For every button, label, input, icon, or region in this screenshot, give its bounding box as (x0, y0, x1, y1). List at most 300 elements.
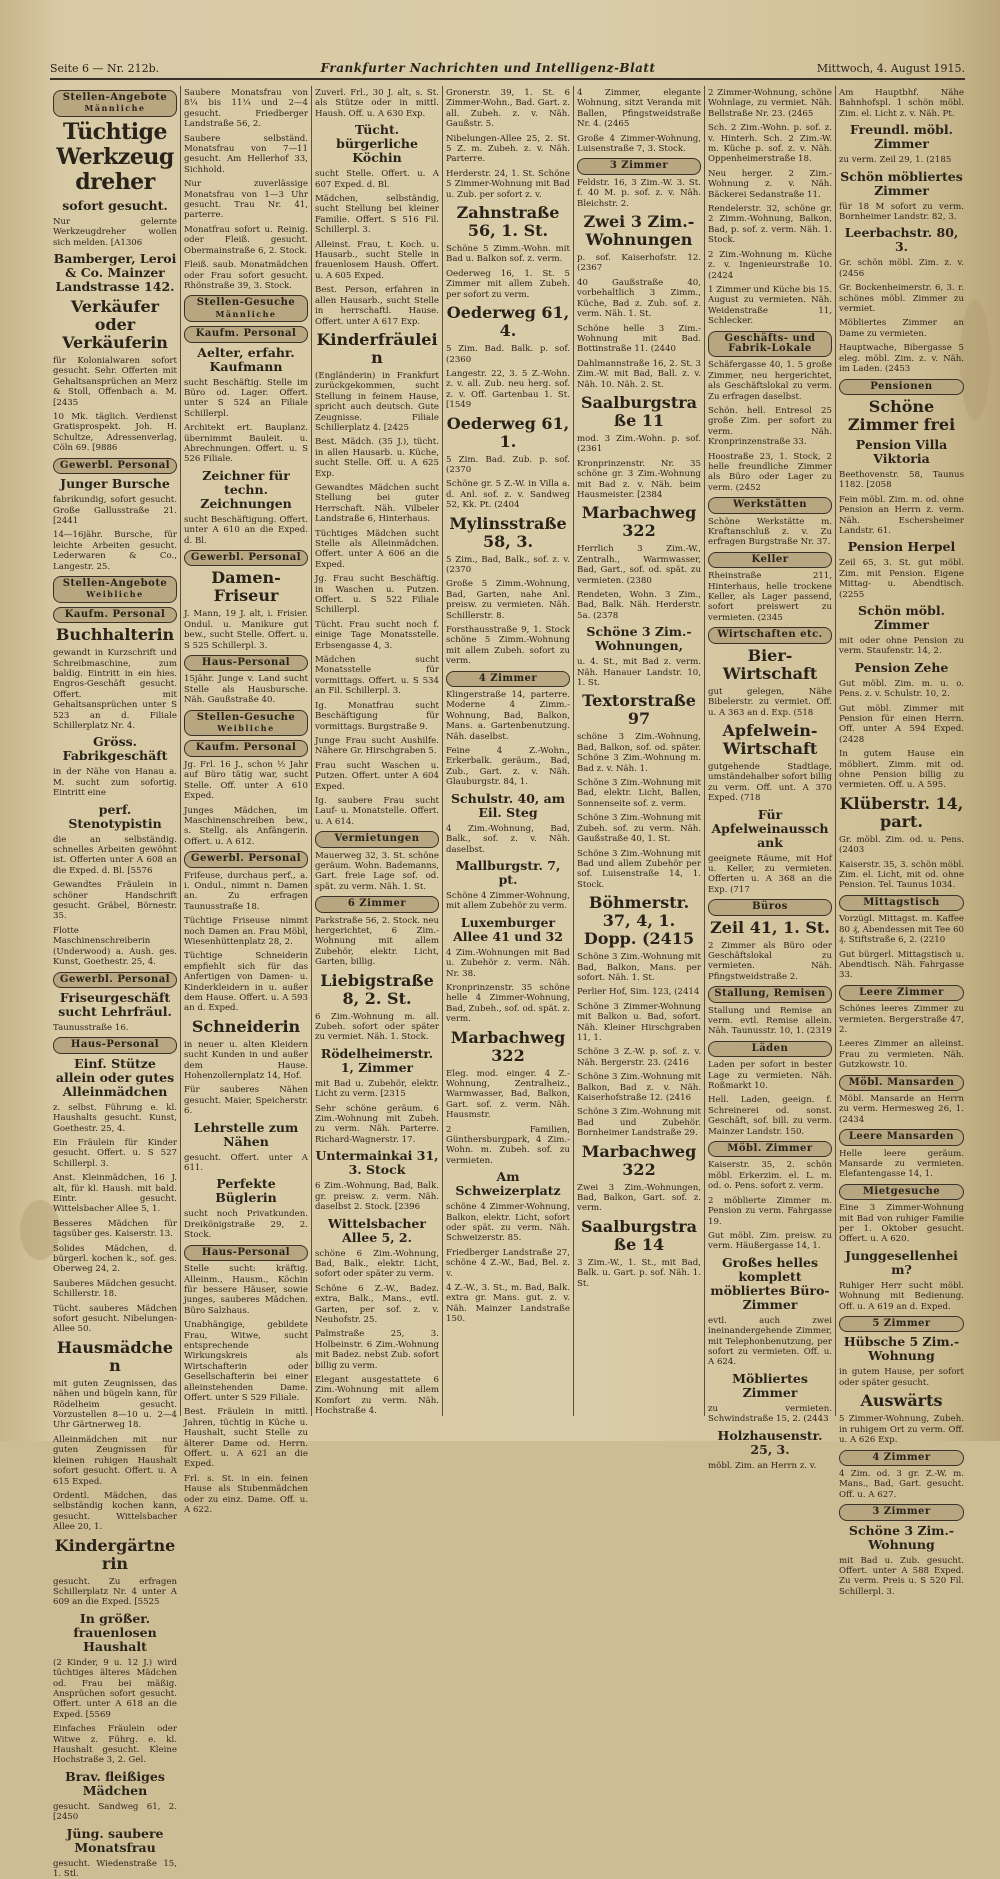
ad-body: Saubere selbständ. Monatsfrau von 7—11 gesucht. Am Hellerhof 33, Sichhold. (184, 133, 308, 175)
ad-text (577, 1072, 701, 1103)
ad-text (839, 202, 964, 223)
ad-body: Best. Mädch. (35 J.), tücht. in allen Hausarb. u. Küche, sucht Stelle. Off. u. A 625 Exp. (315, 437, 439, 479)
ad-body: Flotte Maschinenschreiberin (Underwood) a. Aush. ges. Kunst, Goethestr. 25, 4. (53, 925, 177, 968)
ad-text (839, 495, 964, 537)
section-heading (708, 627, 832, 643)
ad-text (708, 169, 832, 200)
ad-body: Gut möbl. Zim. m. u. o. Pens. z. v. Schulstr. 10, 2. (839, 678, 964, 700)
ad-text (315, 1284, 439, 1326)
ad-body: fabrikundig, sofort gesucht. Große Gallusstraße 21. [2441 (53, 495, 177, 526)
ad-text (446, 134, 570, 165)
ad-headline (53, 477, 177, 491)
ad-body: Tüchtige Schneiderin empfiehlt sich für das Anfertigen von Damen- u. Kinderkleidern in u. außer dem Hause. Offert. u. A 593 an d. Exped. (184, 951, 308, 1014)
ad-headline (315, 1149, 439, 1177)
ad-title: Pension Zehe (854, 659, 949, 675)
ad-body: in gutem Hause, per sofort oder später gesucht. (839, 1367, 964, 1388)
ad-body: schöne 6 Zim.-Wohnung, Bad, Balk., elektr. Licht, sofort oder später zu verm. (315, 1248, 439, 1280)
section-heading (708, 986, 832, 1002)
section-heading (315, 896, 439, 912)
section-heading (708, 552, 832, 568)
ad-body: Tüchtiges Mädchen sucht Stelle als Alleinmädchen. Offert. unter A 606 an die Exped. (315, 528, 439, 570)
ad-body: Langestr. 22, 3. 5 Z.-Wohn. z. v. all. Zub. neu herg. sof. z. v. Off. Gartenbau 1. St. [1549 (446, 368, 570, 411)
ad-body: gewandt in Kurzschrift und Schreibmaschine, zum baldig. Eintritt in ein hies. Engros-Geschäft gesucht. Offert. mit Gehaltsansprüchen unter S 523 an d. Filiale Schillerplatz Nr. 4. (53, 648, 177, 731)
ad-body: Nur zuverlässige Monatsfrau von 1—3 Uhr gesucht. Trau Nr. 41, parterre. (184, 179, 308, 221)
ad-body: Nibelungen-Allee 25, 2. St. 5 Z. m. Zubeh. z. v. Näh. Parterre. (446, 133, 570, 165)
ad-headline (315, 331, 439, 367)
ad-body: Perlier Hof, Sim. 123, (2414 (577, 987, 700, 998)
ad-text (708, 854, 832, 896)
ad-text (53, 648, 177, 731)
ad-body: Schöne 3 Zim.-Wohnung mit Bad, elektr. Licht, Ballen, Sonnenseite sof. z. verm. (577, 778, 701, 809)
ad-body: Große 4 Zimmer-Wohnung, Luisenstraße 7, 3. Stock. (577, 133, 701, 155)
ad-body: Frl. s. St. in ein. feinen Hause als Stubenmädchen oder zu einz. Dame. Off. u. A 622. (184, 1473, 308, 1516)
ad-title: Tücht. bürgerliche Köchin (336, 122, 418, 166)
ad-body: gesucht. Sandweg 61, 2. [2450 (53, 1801, 177, 1823)
ad-body: Alleinmädchen mit nur guten Zeugnissen für kleinen ruhigen Haushalt sofort gesucht. Offert. u. A 615 Exped. (53, 1434, 177, 1487)
section-heading (839, 1504, 964, 1520)
ad-body: 2 Zimmer als Büro oder Geschäftslokal zu vermieten. Näh. Pfingstweidstraße 2. (708, 940, 832, 982)
ad-text (577, 778, 701, 809)
ad-text (577, 434, 701, 455)
ad-text (446, 579, 570, 621)
ad-text (446, 1125, 570, 1167)
ad-text (53, 1802, 177, 1823)
ad-headline (708, 808, 832, 850)
ad-body: Stelle sucht: kräftig. Alleinm., Hausm., Köchin für bessere Häuser, sowie junges, sauberes Mädchen. Büro Salzhaus. (184, 1264, 308, 1316)
ad-body: Schöne 3 Zimmer-Wohnung mit Balkon u. Bad, sofort. Näh. Kleiner Hirschgraben 11, 1. (577, 1001, 701, 1043)
ad-body: Hoostraße 23, 1. Stock, 2 helle freundliche Zimmer als Büro oder Lager zu verm. (2452 (708, 451, 832, 493)
ad-body: Laden per sofort in bester Lage zu vermieten. Näh. Roßmarkt 10. (708, 1060, 832, 1092)
section-heading (839, 1316, 964, 1332)
ad-body: Eleg. mod. einger. 4 Z.-Wohnung, Zentralheiz., Warmwasser, Bad, Balkon, Gart. sof. z. verm. Näh. Hausmstr. (446, 1068, 570, 1121)
ad-text (577, 278, 701, 320)
ad-text (839, 1094, 964, 1125)
ad-text (577, 657, 701, 688)
ad-body: zu verm. Zeil 29, 1. (2185 (839, 155, 952, 166)
ad-body: Rendeten, Wohn. 3 Zim., Bad, Balk. Näh. Herderstr. 5a. (2378 (577, 590, 701, 621)
column-3 (312, 86, 443, 1416)
section-heading (53, 90, 177, 117)
ad-text (53, 1138, 177, 1169)
ad-headline (184, 1018, 308, 1036)
section-heading (53, 458, 177, 474)
ad-body: 4 Zimmer, elegante Wohnung, sitzt Veranda mit Ballen, Pfingstweidstraße Nr. 4. (2465 (577, 88, 701, 130)
ad-headline (53, 199, 177, 213)
section-title: Möbl. Mansarden (848, 1076, 955, 1088)
ad-text (839, 1469, 964, 1500)
ad-title: Auswärts (860, 1391, 943, 1411)
column-2 (181, 86, 312, 1516)
ad-text (446, 1248, 570, 1279)
section-title: Gewerbl. Personal (190, 552, 302, 563)
ad-text (315, 1181, 439, 1212)
ad-title: Hausmädchen (56, 1337, 174, 1375)
ad-body: z. selbst. Führung e. kl. Haushalts gesucht. Kunst, Goethestr. 25, 4. (53, 1102, 177, 1134)
ad-title: Schneiderin (191, 1016, 301, 1036)
section-title: 3 Zimmer (609, 160, 669, 172)
ad-text (839, 470, 964, 491)
ad-text (708, 1006, 832, 1037)
ad-text (839, 704, 964, 746)
ad-text (315, 529, 439, 571)
ad-headline (839, 1524, 964, 1552)
ad-headline (53, 803, 177, 831)
ad-text (708, 250, 832, 281)
ad-title: Klüberstr. 14, part. (839, 793, 964, 831)
ad-body: Schöne 4 Zimmer-Wohnung, mit allem Zubehör zu verm. (446, 890, 570, 912)
ad-text (184, 1474, 308, 1516)
ad-text (53, 1379, 177, 1431)
ad-text (446, 1069, 570, 1121)
ad-headline (708, 1429, 832, 1457)
ad-text (315, 1079, 439, 1100)
ad-body: 5 Zimmer-Wohnung, Zubeh. in ruhigem Ort zu verm. Off. u. A 626 Exp. (839, 1414, 964, 1446)
ad-title: Holzhausenstr. 25, 3. (717, 1427, 823, 1457)
ad-text (53, 1244, 177, 1275)
ad-headline (839, 1249, 964, 1277)
section-title: Werkstätten (732, 499, 808, 511)
ad-text (184, 260, 308, 291)
ad-body: Schöne 3 Zim.-Wohnung mit Zubeh. sof. zu verm. Näh. Gaußstraße 40, 1. St. (577, 813, 701, 845)
ad-body: Schöne 3 Zim.-Wohnung mit Bad und allem Zubehör per sof. Luisenstraße 14, 1. Stock. (577, 848, 701, 890)
section-title: 5 Zimmer (872, 1318, 931, 1330)
column-4 (443, 86, 574, 1416)
ad-headline (53, 120, 177, 195)
ad-headline (446, 204, 570, 240)
ad-body: Saubere Monatsfrau von 8¼ bis 11¼ und 2—4 gesucht. Friedberger Landstraße 56, 2. (184, 88, 308, 130)
section-title: Geschäfts- und Fabrik-Lokale (724, 332, 816, 354)
section-heading (53, 1037, 177, 1053)
ad-body: 2 Zim.-Wohnung m. Küche z. v. Ingenieurstraße 10. (2424 (708, 249, 832, 281)
ad-text (839, 1039, 964, 1070)
ad-body: Klingerstraße 14, parterre. Moderne 4 Zimm.-Wohnung, Bad, Balkon, Mans. a. Gartenbenutzung. Näh. daselbst. (446, 690, 570, 742)
ad-title: Oederweg 61, 4. (446, 303, 570, 341)
classified-columns (50, 86, 968, 1879)
ad-body: 2 Zimmer-Wohnung, schöne Wohnlage, zu vermiet. Näh. Bellstraße Nr. 23. (2465 (708, 88, 832, 119)
ad-text (53, 1103, 177, 1134)
ad-body: 1 Zimmer und Küche bis 15. August zu vermieten. Näh. Weidenstraße 11, Schlecker. (708, 284, 832, 327)
ad-text (184, 515, 308, 546)
ad-headline (315, 123, 439, 165)
ad-headline (184, 1177, 308, 1205)
ad-text (577, 1107, 701, 1138)
ad-text (184, 1264, 308, 1316)
ad-text (577, 1002, 701, 1044)
ad-text (839, 1203, 964, 1245)
section-title: Kaufm. Personal (64, 608, 166, 620)
ad-title: Junggesellenheim? (845, 1247, 958, 1277)
ad-headline (577, 1143, 701, 1179)
ad-text (446, 455, 570, 476)
ad-text (53, 356, 177, 408)
ad-body: Jg. Frl. 16 J., schon ½ Jahr auf Büro tätig war, sucht Stelle. Off. unter A 610 Exped. (184, 759, 308, 802)
section-title: Büros (752, 901, 788, 913)
ad-text (315, 1012, 439, 1043)
section-title: Möbl. Zimmer (727, 1143, 813, 1155)
ad-body: Ein Fräulein für Kinder gesucht. Offert. u. S 527 Schillerpl. 3. (53, 1137, 177, 1169)
ad-body: die an selbständig. schnelles Arbeiten gewöhnt ist. Offerten unter A 608 an die Exped. d. Bl. [5576 (53, 834, 177, 876)
ad-text (839, 283, 964, 314)
ad-body: Taunusstraße 16. (53, 1022, 129, 1033)
section-title: Wirtschaften etc. (717, 629, 823, 641)
ad-body: Tücht. sauberes Mädchen sofort gesucht. Nibelungen-Allee 50. (53, 1303, 177, 1335)
ad-headline (53, 252, 177, 294)
ad-text (708, 1316, 832, 1368)
ad-body: 2 möblierte Zimmer m. Pension zu verm. Fahrgasse 19. (708, 1195, 832, 1227)
ad-title: Saalburgstraße 14 (581, 1216, 697, 1254)
section-heading (53, 607, 177, 623)
ad-text (53, 1724, 177, 1766)
ad-title: Buchhalterin (55, 625, 175, 645)
issue-date: Mittwoch, 4. August 1915. (816, 61, 965, 75)
section-heading (708, 331, 832, 358)
ad-body: Gut möbl. Zimmer mit Pension für einen Herrn. Off. unter A 594 Exped. (2428 (839, 703, 964, 745)
ad-body: Best. Person, erfahren in allen Hausarb., sucht Stelle in herrschaftl. Hause. Offert. unter A 617 Exp. (315, 285, 439, 327)
ad-text (839, 88, 964, 119)
ad-title: sofort gesucht. (62, 197, 168, 213)
ad-body: Leeres Zimmer an alleinst. Frau zu vermieten. Näh. Gutzkowstr. 10. (839, 1039, 964, 1071)
ad-text (577, 459, 701, 501)
section-heading (708, 899, 832, 915)
ad-text (184, 225, 308, 256)
ad-text (184, 88, 308, 130)
ad-title: Pension Herpel (847, 539, 956, 555)
ad-text (708, 1404, 832, 1425)
ad-text (53, 1435, 177, 1487)
ad-title: Junger Bursche (60, 476, 170, 492)
section-heading (839, 895, 964, 911)
ad-headline (708, 1256, 832, 1312)
ad-body: Schöne 3 Zim.-Wohnung mit Bad und Zubehör. Bornheimer Landstraße 29. (577, 1107, 701, 1139)
ad-body: Anst. Kleinmädchen, 16 J. alt, für kl. Haush. mit bald. Eintr. gesucht. Wittelsbacher Allee 5, 1. (53, 1173, 177, 1215)
ad-headline (839, 123, 964, 151)
ad-text (839, 343, 964, 374)
ad-title: Schöne 3 Zim.-Wohnung (848, 1522, 955, 1552)
ad-body: Einfaches Fräulein oder Witwe z. Führg. e. kl. Haushalt gesucht. Kleine Hochstraße 3, 2. Gel. (53, 1724, 177, 1766)
ad-text (577, 813, 701, 844)
ad-text (53, 835, 177, 877)
ad-text (446, 948, 570, 979)
ad-text (446, 88, 570, 130)
ad-body: Forsthausstraße 9, 1. Stock schöne 5 Zimm.-Wohnung mit allem Zubeh. sofort zu verm. (446, 625, 570, 667)
ad-body: Monatfrau sofort u. Reinig. oder Fleiß. gesucht. Obermainstraße 6, 2. Stock. (184, 224, 308, 256)
section-heading (708, 497, 832, 513)
ad-text (446, 690, 570, 742)
ad-body: Für sauberes Nähen gesucht. Maier, Speicherstr. 6. (184, 1085, 308, 1117)
section-heading (184, 851, 308, 867)
ad-text (446, 746, 570, 788)
ad-text (315, 88, 439, 119)
ad-body: 10 Mk. täglich. Verdienst Gratisprospekt. Joh. H. Schultze, Adressenverlag, Cöln 69. [9886 (53, 412, 177, 454)
ad-text (577, 1258, 701, 1289)
ad-title: Möbliertes Zimmer (732, 1370, 808, 1400)
ad-body: Stallung und Remise an verm. evtl. Remise allein. Näh. Taunusstr. 10, 1. (2319 (708, 1005, 832, 1037)
ad-title: Mallburgstr. 7, pt. (455, 857, 561, 887)
ad-body: Best. Fräulein in mittl. Jahren, tüchtig in Küche u. Haushalt, sucht Stelle zu älterer Dame od. Herrn. Offert. u. A 621 an die Exped. (184, 1407, 308, 1470)
ad-body: Parkstraße 56, 2. Stock. neu hergerichtet, 6 Zim.-Wohnung mit allem Zubehör, elektr. Licht, Garten, billig. (315, 915, 439, 968)
ad-text (708, 571, 832, 623)
ad-text (708, 1095, 832, 1137)
ad-text (708, 762, 832, 804)
ad-text (446, 369, 570, 411)
ad-headline (184, 1121, 308, 1149)
section-heading (184, 295, 308, 322)
ad-headline (839, 226, 964, 254)
ad-text (184, 423, 308, 465)
ad-body: Architekt ert. Bauplanz. übernimmt Bauleit. u. Abrechnungen. Offert. u. S 526 Filiale. (184, 423, 308, 465)
ad-body: Beethovenstr. 58, Taunus 1182. [2058 (839, 469, 964, 491)
ad-title: Liebigstraße 8, 2. St. (320, 970, 434, 1008)
ad-body: Kronprinzenstr. 35 schöne helle 4 Zimmer-Wohnung, Bad, Zubeh., sof. od. spät. z. verm. (446, 982, 570, 1025)
section-title: 3 Zimmer (872, 1506, 931, 1518)
ad-body: Rendelerstr. 32, schöne gr. 2 Zimm.-Wohnung, Balkon, Bad, p. sof. z. verm. Näh. 1. Stock. (708, 204, 832, 246)
ad-title: Saalburgstraße 11 (581, 392, 697, 430)
ad-text (446, 169, 570, 200)
section-title: 4 Zimmer (872, 1451, 931, 1463)
ad-title: Brav. fleißiges Mädchen (65, 1768, 165, 1798)
ad-headline (577, 213, 701, 249)
ad-body: 4 Zim.-Wohnungen mit Bad u. Zubehör z. verm. Näh. Nr. 38. (446, 947, 570, 979)
ad-title: Gröss. Fabrikgeschäft (62, 734, 168, 764)
ad-text (577, 987, 701, 997)
ad-body: 40 Gaußstraße 40, vorbehaltlich 3 Zimm., Küche, Bad z. Zub. sof. z. verm. Näh. 1. St. (577, 277, 701, 320)
ad-headline (53, 1827, 177, 1855)
ad-title: Verkäufer oder Verkäuferin (62, 297, 168, 353)
ad-headline (577, 504, 701, 540)
ad-headline (446, 515, 570, 551)
ad-body: Gr. schön möbl. Zim. z. v. (2456 (839, 258, 964, 279)
ad-text (839, 1367, 964, 1388)
ad-text (446, 269, 570, 300)
ad-body: sucht Stelle. Offert. u. A 607 Exped. d. Bl. (315, 169, 439, 190)
ad-title: Marbachweg 322 (581, 503, 697, 541)
ad-text (839, 636, 964, 657)
ad-title: Schön möbliertes Zimmer (840, 168, 963, 198)
ad-body: Möbl. Mansarde an Herrn zu verm. Hermesweg 26, 1. (2434 (839, 1093, 964, 1125)
section-subtitle: Männliche (215, 308, 277, 319)
ad-title: Bier-Wirtschaft (722, 645, 818, 683)
ad-body: für 18 M sofort zu verm. Bornheimer Landstr. 82, 3. (839, 201, 964, 223)
ad-text (839, 860, 964, 891)
section-heading (839, 1184, 964, 1200)
section-title: Leere Mansarden (848, 1131, 955, 1143)
ad-text (53, 1577, 177, 1608)
section-subtitle: Weibliche (86, 589, 144, 600)
section-heading (839, 379, 964, 395)
section-heading (577, 158, 701, 174)
ad-body: 3 Zim.-W., 1. St., mit Bad, Balk. u. Gart. p. sof. Näh. 1. St. (577, 1257, 701, 1289)
ad-body: Schöne 6 Z.-W., Badez. extra, Balk., Mans., evtl. Garten, per sof. z. v. Neuhofstr. 25. (315, 1283, 439, 1325)
ad-body: p. sof. Kaiserhofstr. 12. (2367 (577, 253, 701, 274)
ad-headline (839, 398, 964, 434)
section-heading (184, 710, 308, 737)
ad-body: gesucht. Wiedenstraße 15, 1. Stl. (53, 1858, 177, 1879)
column-6 (705, 86, 836, 1471)
ad-text (839, 258, 964, 279)
ad-title: Zahnstraße 56, 1. St. (456, 203, 560, 241)
section-title: Stellen-Gesuche (196, 297, 296, 309)
ad-text (708, 1196, 832, 1227)
ad-body: Feine 4 Z.-Wohn., Erkerbalk. geräum., Bad, Zub., Gart. z. v. Näh. Glauburgstr. 84, 1. (446, 746, 570, 788)
ad-body: Zuverl. Frl., 30 J. alt, s. St. als Stütze oder in mittl. Haush. Off. u. A 630 Exp. (315, 88, 439, 119)
ad-text (315, 851, 439, 893)
ad-body: mod. 3 Zim.-Wohn. p. sof. (2361 (577, 433, 701, 455)
ad-body: Gewandtes Mädchen sucht Stellung bei guter Herrschaft. Näh. Vilbeler Landstraße 6, Hinterhaus. (315, 482, 439, 525)
ad-text (577, 134, 701, 155)
ad-text (184, 134, 308, 176)
ad-title: Kindergärtnerin (54, 1535, 176, 1573)
section-title: Pensionen (870, 380, 933, 392)
ad-body: 4 Zim. od. 3 gr. Z.-W. m. Mans., Bad, Gart. gesucht. Off. u. A 627. (839, 1468, 964, 1500)
ad-text (184, 951, 308, 1013)
ad-body: Frifeuse, durchaus perf., a. i. Ondul., nimmt n. Damen an. Zu erfragen Taunusstraße 18. (184, 870, 308, 912)
ad-headline (839, 661, 964, 675)
ad-title: Zeichner für techn. Zeichnungen (200, 467, 292, 511)
section-title: Haus-Personal (70, 1039, 160, 1051)
ad-text (446, 1202, 570, 1244)
ad-body: Sch. 2 Zim.-Wohn. p. sof. z. v. Hinterh. Sch. 2 Zim.-W. m. Küche p. sof. z. v. Näh. Oppenheimerstraße 18. (708, 123, 832, 165)
ad-text (184, 1320, 308, 1403)
section-heading (839, 1075, 964, 1091)
ad-text (184, 1209, 308, 1240)
ad-text (839, 155, 964, 165)
ad-text (315, 371, 439, 433)
ad-body: Schönes leeres Zimmer zu vermieten. Bergerstraße 47, 2. (839, 1004, 964, 1035)
ad-body: Tücht. Frau sucht noch f. einige Tage Monatsstelle. Erbsengasse 4, 3. (315, 619, 439, 651)
ad-text (184, 760, 308, 802)
section-heading (184, 740, 308, 756)
ad-headline (708, 647, 832, 683)
ad-body: Sehr schöne geräum. 6 Zim.-Wohnung mit Zubeh. zu verm. Näh. Parterre. Richard-Wagnerstr. 17. (315, 1103, 439, 1145)
ad-body: 5 Zim., Bad, Balk., sof. z. v. (2370 (446, 554, 570, 575)
column-5 (574, 86, 705, 1416)
ad-body: Fleiß. saub. Monatmädchen oder Frau sofort gesucht. Rhönstraße 39, 3. Stock. (184, 260, 308, 291)
ad-text (446, 479, 570, 510)
ad-body: u. 4. St., mit Bad z. verm. Näh. Hanauer Landstr. 10, 1. St. (577, 657, 701, 689)
ad-body: 6 Zim.-Wohnung, Bad, Balk. gr. preisw. z. verm. Näh. daselbst 2. Stock. [2396 (315, 1181, 439, 1213)
column-7 (836, 86, 967, 1597)
ad-text (184, 1153, 308, 1174)
ad-title: perf. Stenotypistin (68, 801, 162, 831)
ad-body: sucht noch Privatkunden. Dreikönigstraße 29, 2. Stock. (184, 1209, 308, 1241)
ad-text (708, 88, 832, 119)
ad-headline (53, 1057, 177, 1099)
ad-body: Friedberger Landstraße 27, schöne 4 Z.-W., Bad, Bel. z. v. (446, 1247, 570, 1279)
ad-title: Mylinsstraße 58, 3. (449, 513, 567, 551)
ad-text (53, 412, 177, 454)
ad-body: Schöne gr. 5 Z.-W. in Villa a. d. Anl. sof. z. v. Sandweg 52, Kk. Pt. (2404 (446, 479, 570, 511)
ad-body: zu vermieten. Schwindstraße 15, 2. (2443 (708, 1403, 832, 1425)
column-1 (50, 86, 181, 1879)
ad-body: Gronerstr. 39, 1. St. 6 Zimmer-Wohn., Bad. Gart. z. all. Zubeh. z. v. Näh. Gaußstr. 5. (446, 88, 571, 130)
ad-body: Oederweg 16, 1. St. 5 Zimmer mit allem Zubeh. per sofort zu verm. (446, 268, 570, 300)
ad-text (708, 1461, 832, 1471)
ad-text (577, 732, 701, 774)
ad-title: Friseurgeschäft sucht Lehrfräul. (58, 989, 172, 1019)
ad-text (53, 1173, 177, 1215)
ad-title: Schulstr. 40, am Eil. Steg (451, 790, 565, 820)
ad-text (839, 1556, 964, 1598)
ad-body: Jg. Frau sucht Beschäftig. in Waschen u. Putzen. Offert. u. S 522 Filiale Schillerpl. (315, 574, 439, 616)
ad-headline (446, 792, 570, 820)
ad-text (315, 620, 439, 651)
section-heading (184, 326, 308, 342)
ad-headline (446, 859, 570, 887)
ad-body: Kaiserstr. 35, 2. schön möbl. Erkerzim. el. L. m. od. o. Pens. sofort z. verm. (708, 1160, 832, 1192)
ad-headline (315, 1047, 439, 1075)
ad-headline (577, 1218, 701, 1254)
ad-text (577, 253, 701, 274)
